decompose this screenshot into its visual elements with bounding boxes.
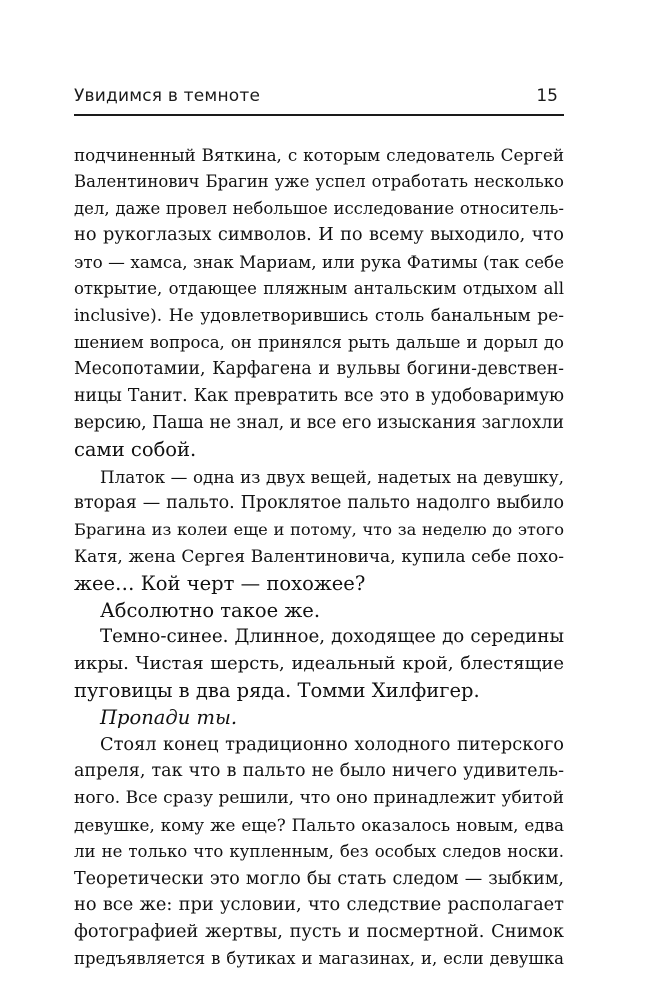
page-number: 15 [536, 86, 558, 106]
text-line: но рукоглазых символов. И по всему выходило, что [74, 225, 564, 246]
text-line: Теоретически это могло бы стать следом — зыбким, [74, 868, 564, 889]
text-line: апреля, так что в пальто не было ничего удивитель- [74, 761, 564, 782]
text-line: inclusive). Не удовлетворившись столь банальным ре- [74, 305, 564, 326]
text-line: открытие, отдающее пляжным антальским отдыхом all [74, 278, 564, 298]
running-head [74, 82, 562, 110]
running-head-title: Увидимся в темноте [74, 86, 261, 106]
text-line: дел, даже провел небольшое исследование относитель- [74, 198, 564, 218]
text-line: но все же: при условии, что следствие располагает [74, 895, 564, 916]
text-line: Платок — одна из двух вещей, надетых на девушку, [100, 466, 564, 487]
text-line: пуговицы в два ряда. Томми Хилфигер. [74, 678, 480, 702]
text-line: предъявляется в бутиках и магазинах, и, если девушка [74, 948, 564, 968]
text-line: Абсолютно такое же. [100, 598, 321, 622]
text-line: фотографией жертвы, пусть и посмертной. Снимок [74, 922, 564, 943]
text-line: шением вопроса, он принялся рыть дальше и дорыл до [74, 332, 564, 352]
text-line: ного. Все сразу решили, что оно принадлежит убитой [74, 788, 564, 809]
text-line: икры. Чистая шерсть, идеальный крой, блестящие [74, 653, 564, 675]
text-line: Брагина из колеи еще и потому, что за неделю до этого [74, 520, 564, 540]
text-line: сами собой. [74, 437, 197, 461]
text-line: подчиненный Вяткина, с которым следователь Сергей [74, 145, 564, 165]
text-line: это — хамса, знак Мариам, или рука Фатимы (так себе [74, 252, 564, 273]
text-line: Катя, жена Сергея Валентиновича, купила себе похо- [74, 546, 564, 567]
text-line-italic: Пропади ты. [100, 705, 238, 729]
text-line: жее… Кой черт — похожее? [74, 571, 366, 595]
body-text [74, 142, 564, 973]
text-line: версию, Паша не знал, и все его изыскания заглохли [74, 412, 564, 433]
text-line: вторая — пальто. Проклятое пальто надолго выбило [74, 493, 564, 514]
text-line: ницы Танит. Как превратить все это в удобоваримую [74, 386, 564, 407]
header-rule [74, 114, 564, 116]
text-line: ли не только что купленным, без особых следов носки. [74, 841, 564, 861]
text-line: девушке, кому же еще? Пальто оказалось новым, едва [74, 814, 564, 835]
text-line: Месопотамии, Карфагена и вульвы богини-девствен- [74, 359, 564, 380]
text-line: Темно-синее. Длинное, доходящее до середины [100, 626, 564, 648]
text-line: Валентинович Брагин уже успел отработать несколько [74, 171, 564, 191]
text-line: Стоял конец традиционно холодного питерского [100, 734, 564, 755]
